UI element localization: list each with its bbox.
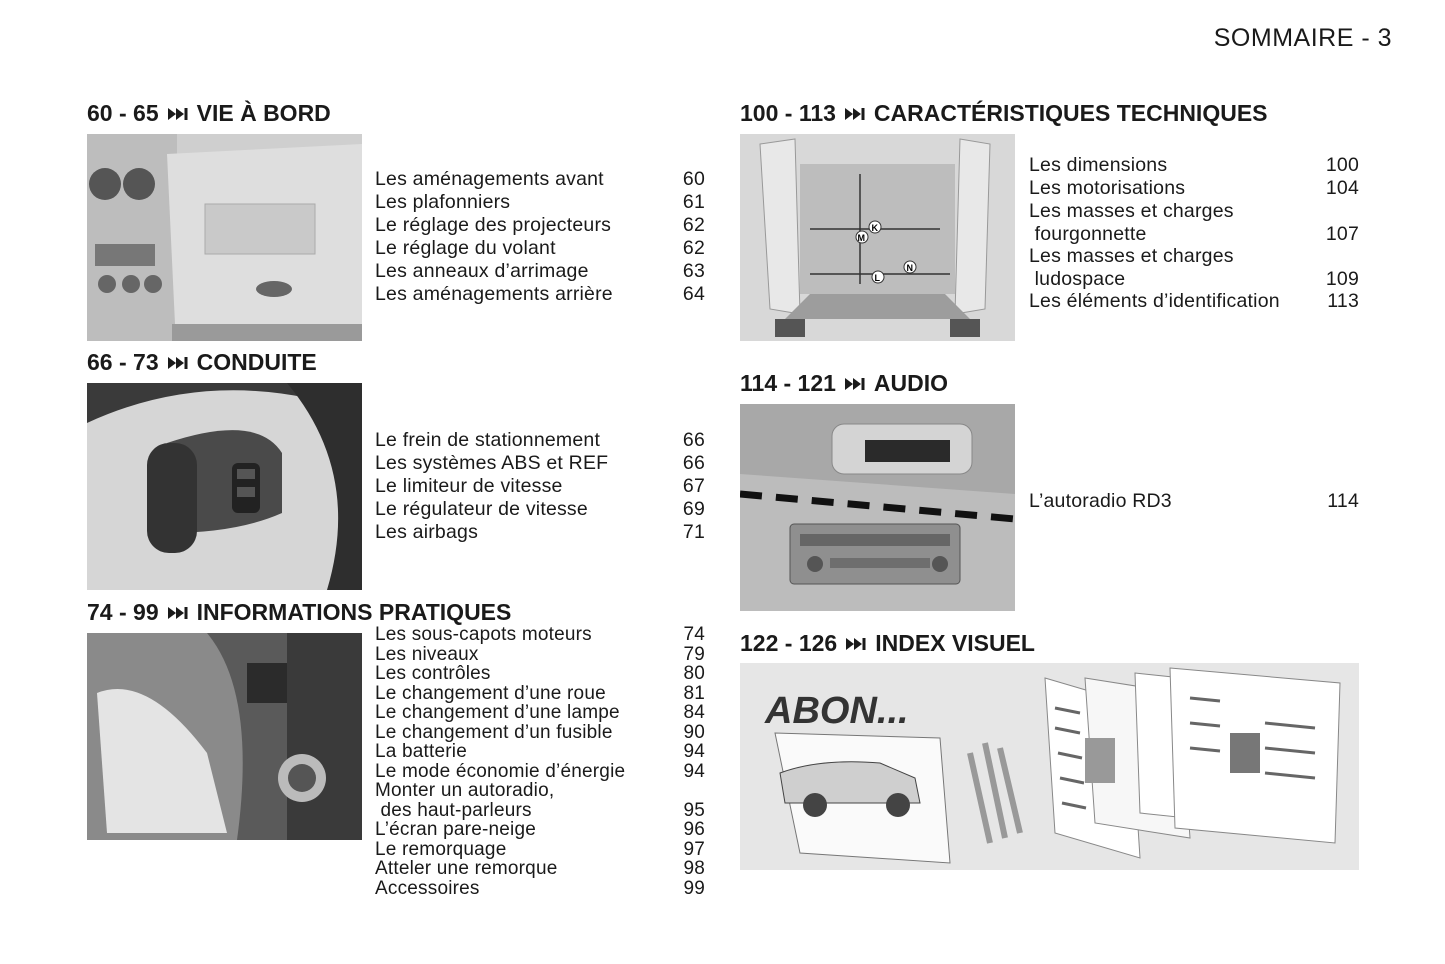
- toc-item[interactable]: Les masses et charges: [1029, 200, 1234, 222]
- section-range: 74 - 99: [87, 599, 159, 625]
- toc-item[interactable]: Le frein de stationnement 66: [375, 429, 705, 451]
- toc-item[interactable]: Les dimensions 100: [1029, 154, 1359, 176]
- toc-item[interactable]: Les plafonniers 61: [375, 191, 705, 213]
- section-carac-title: [740, 100, 1268, 127]
- toc-item[interactable]: Le changement d’une lampe 84: [375, 702, 705, 723]
- section-name: CARACTÉRISTIQUES TECHNIQUES: [873, 100, 1268, 126]
- toc-item[interactable]: Monter un autoradio,: [375, 780, 555, 801]
- section-name: CONDUITE: [196, 349, 317, 375]
- toc-item[interactable]: Le réglage des projecteurs 62: [375, 214, 705, 236]
- toc-item[interactable]: Les airbags 71: [375, 521, 705, 543]
- section-range: 122 - 126: [740, 630, 838, 656]
- toc-infos: [375, 625, 705, 898]
- toc-conduite: [375, 429, 705, 544]
- engine-bay-photo: [87, 633, 362, 840]
- radio-photo: [740, 404, 1015, 611]
- figure-label: L: [874, 273, 880, 283]
- toc-item[interactable]: Accessoires 99: [375, 877, 705, 899]
- section-infos-title: [87, 599, 511, 626]
- toc-item[interactable]: Les masses et charges: [1029, 245, 1234, 267]
- figure-label: N: [906, 263, 913, 273]
- skip-forward-icon: [844, 107, 866, 121]
- section-index-title: [740, 630, 1035, 657]
- toc-item[interactable]: ludospace 109: [1029, 268, 1359, 290]
- figure-label: M: [857, 233, 865, 243]
- toc-item[interactable]: Le remorquage 97: [375, 838, 705, 860]
- toc-item[interactable]: Le mode économie d’énergie 94: [375, 760, 705, 782]
- toc-item[interactable]: L’écran pare-neige 96: [375, 819, 705, 840]
- section-name: AUDIO: [873, 370, 949, 396]
- toc-item[interactable]: Les sous-capots moteurs 74: [375, 624, 705, 645]
- skip-forward-icon: [845, 637, 867, 651]
- section-audio-title: [740, 370, 948, 397]
- section-range: 66 - 73: [87, 349, 159, 375]
- toc-carac: [1029, 154, 1359, 313]
- section-name: VIE À BORD: [196, 100, 331, 126]
- section-range: 60 - 65: [87, 100, 159, 126]
- toc-item[interactable]: Les motorisations 104: [1029, 177, 1359, 199]
- toc-item[interactable]: des haut-parleurs 95: [375, 799, 705, 821]
- skip-forward-icon: [167, 356, 189, 370]
- toc-item[interactable]: Le changement d’un fusible 90: [375, 721, 705, 743]
- steering-stalk-photo: [87, 383, 362, 590]
- cargo-dimensions-photo: [740, 134, 1015, 341]
- toc-item[interactable]: fourgonnette 107: [1029, 223, 1359, 245]
- toc-item[interactable]: L’autoradio RD3 114: [1029, 490, 1359, 512]
- section-name: INDEX VISUEL: [875, 630, 1035, 656]
- toc-item[interactable]: Le changement d’une roue 81: [375, 682, 705, 704]
- toc-item[interactable]: Les niveaux 79: [375, 643, 705, 665]
- toc-audio: [1029, 490, 1359, 513]
- section-conduite-title: [87, 349, 317, 376]
- section-range: 100 - 113: [740, 100, 836, 126]
- toc-item[interactable]: Le limiteur de vitesse 67: [375, 475, 705, 497]
- toc-item[interactable]: Le réglage du volant 62: [375, 237, 705, 259]
- skip-forward-icon: [167, 606, 189, 620]
- skip-forward-icon: [844, 377, 866, 391]
- illustration-text: ABON...: [765, 690, 909, 732]
- toc-item[interactable]: Les systèmes ABS et REF 66: [375, 452, 705, 474]
- toc-vie: [375, 168, 705, 306]
- toc-item[interactable]: Les éléments d’identification 113: [1029, 290, 1359, 312]
- section-range: 114 - 121: [740, 370, 836, 396]
- page-title: SOMMAIRE - 3: [1213, 24, 1392, 52]
- visual-index-illustration: [740, 663, 1359, 870]
- toc-item[interactable]: Les contrôles 80: [375, 663, 705, 684]
- dashboard-photo: [87, 134, 362, 341]
- toc-item[interactable]: Les aménagements avant 60: [375, 168, 705, 190]
- section-vie-title: [87, 100, 331, 127]
- toc-item[interactable]: Les aménagements arrière 64: [375, 283, 705, 305]
- section-name: INFORMATIONS PRATIQUES: [196, 599, 512, 625]
- figure-label: K: [871, 223, 878, 233]
- toc-item[interactable]: Le régulateur de vitesse 69: [375, 498, 705, 520]
- skip-forward-icon: [167, 107, 189, 121]
- toc-item[interactable]: La batterie 94: [375, 741, 705, 762]
- toc-item[interactable]: Atteler une remorque 98: [375, 858, 705, 879]
- toc-item[interactable]: Les anneaux d’arrimage 63: [375, 260, 705, 282]
